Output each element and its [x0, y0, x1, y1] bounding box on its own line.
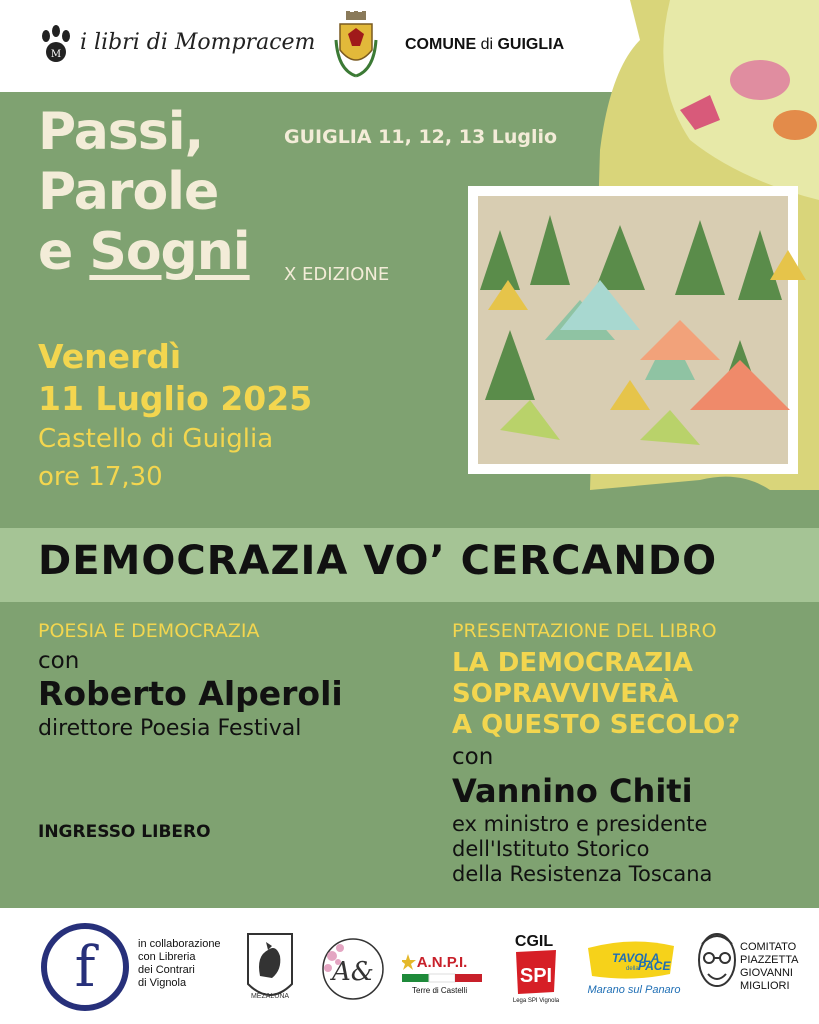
collaboration-note: in collaborazione con Libreria dei Contrari di Vignola: [138, 938, 221, 989]
svg-text:della: della: [626, 966, 639, 972]
forest-illustration: [440, 0, 819, 490]
svg-text:Marano sul Panaro: Marano sul Panaro: [587, 984, 681, 996]
comitato-label: COMITATO PIAZZETTA GIOVANNI MIGLIORI: [740, 941, 799, 992]
svg-text:M: M: [50, 49, 62, 60]
svg-text:SPI: SPI: [519, 965, 553, 987]
right-category: PRESENTAZIONE DEL LIBRO: [452, 620, 717, 642]
book-title: LA DEMOCRAZIA SOPRAVVIVERÀ A QUESTO SECOLO?: [452, 648, 741, 740]
svg-text:PACE: PACE: [638, 959, 671, 973]
title-line-1: Passi,: [38, 102, 204, 162]
anpi-subtitle: Terre di Castelli: [412, 986, 468, 995]
event-place: Castello di Guiglia: [38, 424, 274, 454]
left-speaker-role: direttore Poesia Festival: [38, 716, 302, 741]
right-speaker-role: ex ministro e presidente dell'Istituto Storico della Resistenza Toscana: [452, 812, 713, 886]
svg-text:Lega SPI Vignola: Lega SPI Vignola: [512, 998, 560, 1004]
event-full-date: 11 Luglio 2025: [38, 379, 313, 418]
event-location: [38, 420, 273, 496]
cgil-spi-logo-icon: [508, 930, 564, 1004]
edition-label: X EDIZIONE: [284, 264, 390, 285]
right-con: con: [452, 744, 494, 770]
headline-text: DEMOCRAZIA VO’ CERCANDO: [38, 538, 718, 584]
left-speaker-name: Roberto Alperoli: [38, 674, 343, 713]
svg-text:CGIL: CGIL: [514, 933, 554, 950]
title-line-2: Parole: [38, 162, 219, 222]
brand-name: i libri di Mompracem: [80, 30, 316, 55]
right-speaker-name: Vannino Chiti: [452, 772, 693, 810]
rooster-logo-icon: [242, 926, 298, 1008]
event-date: [38, 336, 312, 420]
anpi-logo-icon: [402, 948, 482, 984]
ax-logo-icon: [318, 934, 388, 1004]
left-category: POESIA E DEMOCRAZIA: [38, 620, 260, 642]
festival-dates: GUIGLIA 11, 12, 13 Luglio: [284, 126, 558, 148]
f-logo-icon: [40, 922, 130, 1012]
event-title: [38, 102, 250, 282]
tavola-pace-logo-icon: [582, 938, 682, 998]
crest-icon: [334, 10, 378, 80]
portrait-sketch-icon: [694, 928, 740, 998]
event-day: Venerdì: [38, 337, 182, 376]
paw-icon: [38, 24, 74, 64]
entry-note: INGRESSO LIBERO: [38, 822, 211, 842]
svg-text:TAVOLA: TAVOLA: [612, 951, 660, 965]
comune-label: COMUNE di GUIGLIA: [405, 36, 565, 53]
svg-text:f: f: [74, 935, 96, 1000]
svg-text:MEZALUNA: MEZALUNA: [250, 993, 290, 1000]
left-con: con: [38, 648, 80, 674]
svg-text:A&: A&: [332, 957, 374, 987]
event-time: ore 17,30: [38, 462, 163, 492]
title-line-3: e Sogni: [38, 222, 250, 282]
svg-text:A.N.P.I.: A.N.P.I.: [416, 954, 468, 971]
